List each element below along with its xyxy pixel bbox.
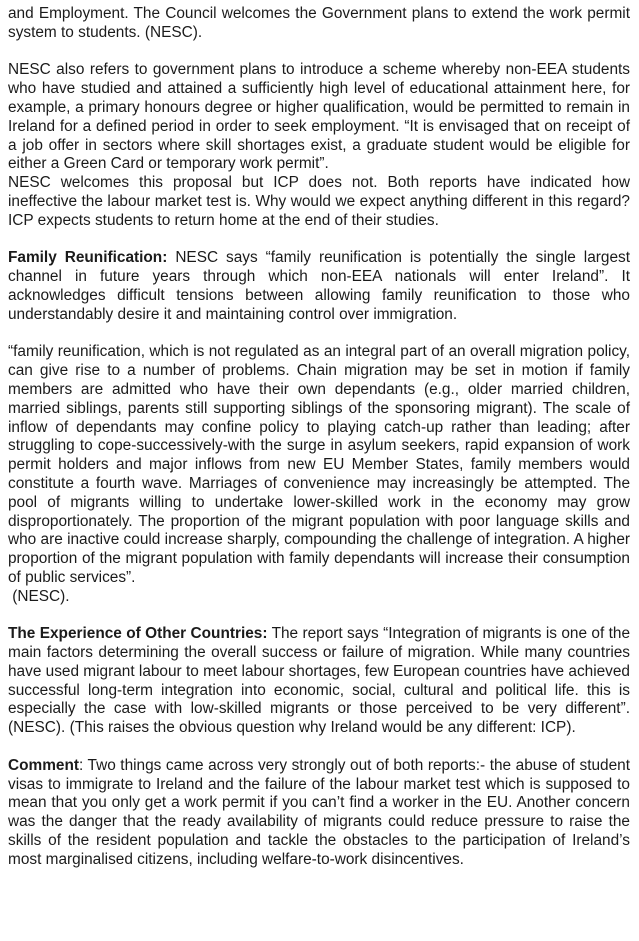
paragraph-text: The report says “Integration of migrants is one of the main factors determining the overall success or failure of migration. While many countries have used migrant labour to meet labour shortages, few European countries have achieved successful long-term integration into economic, social, cultural and political life. this is especially the case with low-skilled migrants or those perceived to be very different”. (NESC). (This raises the obvious question why Ireland would be any different: ICP). <box>8 625 630 737</box>
paragraph-comment <box>8 757 630 870</box>
paragraph-student-scheme <box>8 61 630 174</box>
paragraph-text: and Employment. The Council welcomes the Government plans to extend the work permit system to students. (NESC). <box>8 5 630 41</box>
paragraph-text: : Two things came across very strongly out of both reports:- the abuse of student visas to immigrate to Ireland and the failure of the labour market test which is supposed to mean that you only get a work permit if you can’t find a worker in the EU. Another concern was the danger that the ready availability of migrants could reduce pressure to raise the skills of the resident population and tackle the obstacles to the participation of Ireland’s most marginalised citizens, including welfare-to-work disincentives. <box>8 756 630 868</box>
paragraph-text: NESC welcomes this proposal but ICP does not. Both reports have indicated how ineffective the labour market test is. Why would we expect anything different in this regard? ICP expects students to return home at the end of their studies. <box>8 174 630 229</box>
paragraph-text: “family reunification, which is not regulated as an integral part of an overall migration policy, can give rise to a number of problems. Chain migration may be set in motion if family members are admitted who have their own dependants (e.g., older married children, married siblings, parents still supporting siblings of the sponsoring migrant). The scale of inflow of dependants may confine policy to playing catch-up rather than leading; after struggling to cope-successively-with the surge in asylum seekers, rapid expansion of work permit holders and major inflows from new EU Member States, family members would constitute a fourth wave. Marriages of convenience may increasingly be attempted. The pool of migrants willing to undertake lower-skilled work in the economy may grow disproportionately. The proportion of the migrant population with poor language skills and who are inactive could increase sharply, compounding the challenge of integration. A higher proportion of the migrant population with family dependants will increase their consumption of public services”. <box>8 343 630 586</box>
family-reunification-heading: Family Reunification: <box>8 249 168 267</box>
paragraph-text: NESC says “family reunification is potentially the single largest channel in future years through which non-EEA nationals will enter Ireland”. It acknowledges difficult tensions between allowing family reunification to those who understandably desire it and maintaining control over immigration. <box>8 249 630 323</box>
paragraph-family-reunification <box>8 249 630 324</box>
paragraph-nesc-icp-reaction <box>8 174 630 230</box>
paragraph-family-reunification-quote <box>8 343 630 606</box>
paragraph-work-permit-extension <box>8 5 630 43</box>
other-countries-heading: The Experience of Other Countries: <box>8 625 268 643</box>
paragraph-other-countries <box>8 625 630 738</box>
paragraph-text: NESC also refers to government plans to introduce a scheme whereby non-EEA students who have studied and attained a sufficiently high level of educational attainment here, for example, a primary honours degree or higher qualification, would be permitted to remain in Ireland for a defined period in order to seek employment. “It is envisaged that on receipt of a job offer in sectors where skill shortages exist, a graduate student would be eligible for either a Green Card or temporary work permit”. <box>8 61 630 173</box>
comment-heading: Comment <box>8 756 79 774</box>
quote-attribution: (NESC). <box>8 587 70 605</box>
